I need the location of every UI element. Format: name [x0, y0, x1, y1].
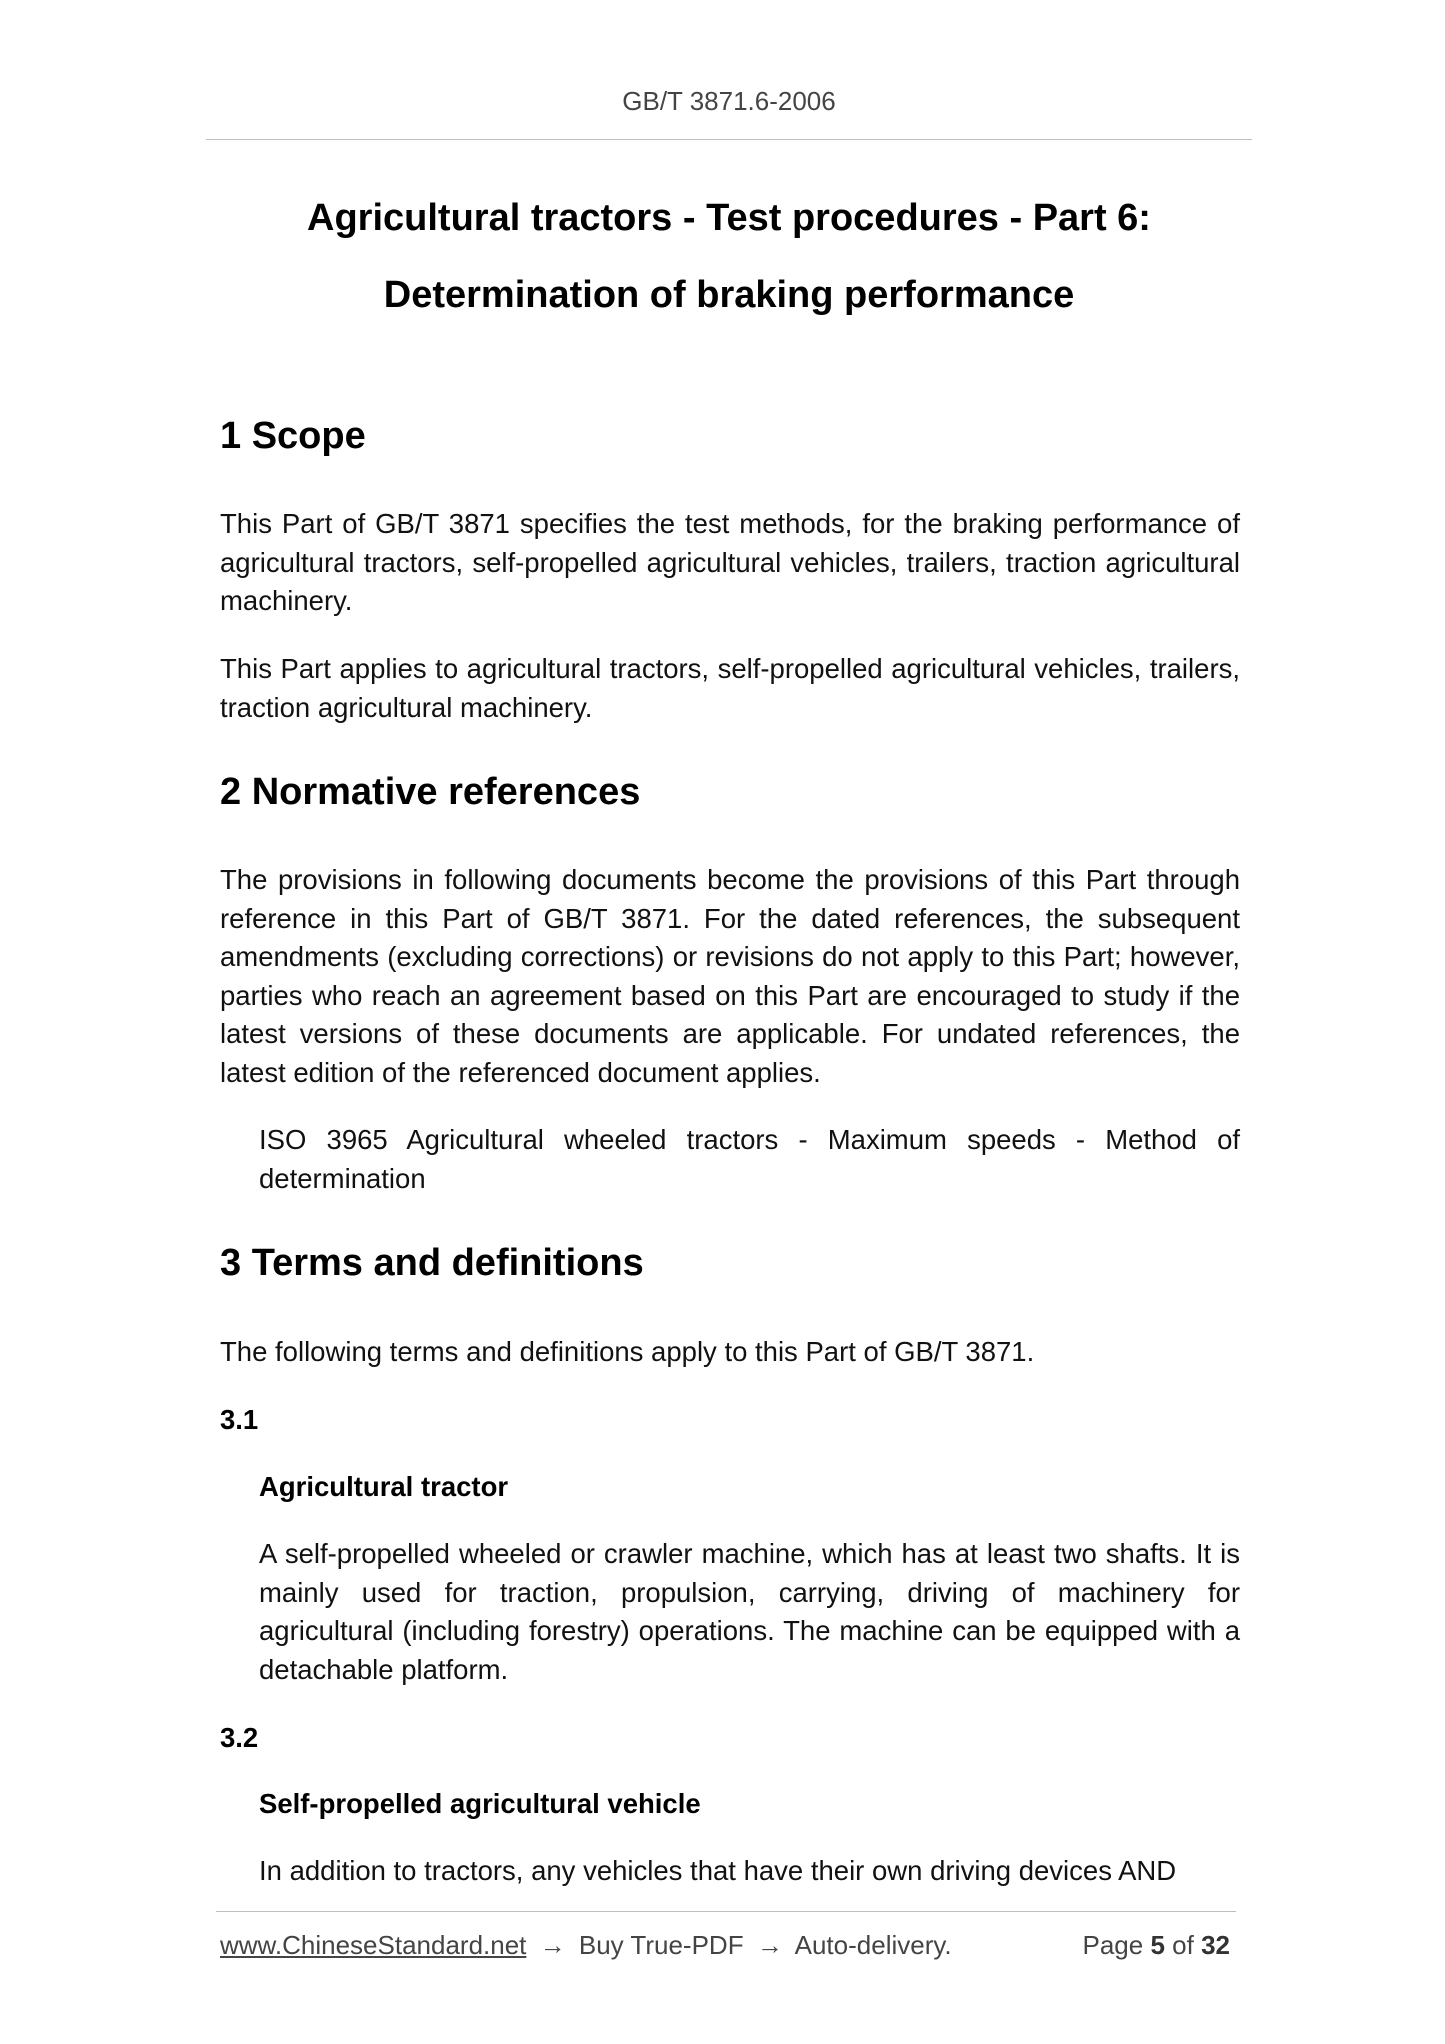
page-number: 5 [1150, 1930, 1165, 1960]
scope-paragraph-2: This Part applies to agricultural tractors, self-propelled agricultural vehicles, trailers, traction agricultural machinery. [220, 653, 1240, 723]
document-title-line-1: Agricultural tractors - Test procedures - Part 6: [307, 197, 1151, 239]
arrow-right-icon: → [756, 1930, 783, 1960]
term-definition: In addition to tractors, any vehicles that have their own driving devices AND [259, 1855, 1177, 1886]
clause-number: 3.1 [220, 1404, 259, 1435]
section-heading-scope: 1 Scope [220, 415, 366, 457]
term-definition: A self-propelled wheeled or crawler machine, which has at least two shafts. It is mainly used for traction, propulsion, carrying, driving of machinery for agricultural (including forestry) operations. The machine can be equipped with a detachable platform. [259, 1538, 1240, 1685]
term-title: Agricultural tractor [259, 1471, 509, 1502]
document-title [206, 180, 1252, 334]
of-label: of [1172, 1930, 1194, 1960]
normative-paragraph: The provisions in following documents become the provisions of this Part through reference in this Part of GB/T 3871. For the dated references, the subsequent amendments (excluding corrections) or revisions do not apply to this Part; however, parties who reach an agreement based on this Part are encouraged to study if the latest versions of these documents are applicable. For undated references, the latest edition of the referenced document applies. [220, 864, 1240, 1088]
header-divider [206, 139, 1252, 140]
running-header: GB/T 3871.6-2006 [622, 86, 836, 116]
clause-number: 3.2 [220, 1722, 259, 1753]
terms-intro-paragraph: The following terms and definitions apply to this Part of GB/T 3871. [220, 1336, 1035, 1367]
term-title: Self-propelled agricultural vehicle [259, 1788, 701, 1819]
page-label: Page [1082, 1930, 1144, 1960]
footer-divider [216, 1911, 1236, 1912]
page-footer [220, 1930, 1230, 1961]
scope-paragraph-1: This Part of GB/T 3871 specifies the test methods, for the braking performance of agricultural tractors, self-propelled agricultural vehicles, trailers, traction agricultural machinery. [220, 508, 1240, 616]
page-total: 32 [1201, 1930, 1230, 1960]
page-indicator [1082, 1930, 1230, 1961]
section-heading-terms-definitions: 3 Terms and definitions [220, 1242, 644, 1284]
section-heading-normative-references: 2 Normative references [220, 771, 641, 813]
normative-reference-item: ISO 3965 Agricultural wheeled tractors - Maximum speeds - Method of determination [259, 1124, 1240, 1194]
site-link[interactable]: www.ChineseStandard.net [220, 1930, 527, 1960]
document-title-line-2: Determination of braking performance [383, 274, 1075, 316]
footer-promo [220, 1930, 952, 1961]
buy-true-pdf-text: Buy True-PDF [578, 1930, 744, 1960]
auto-delivery-text: Auto-delivery. [794, 1930, 952, 1960]
arrow-right-icon: → [539, 1930, 566, 1960]
